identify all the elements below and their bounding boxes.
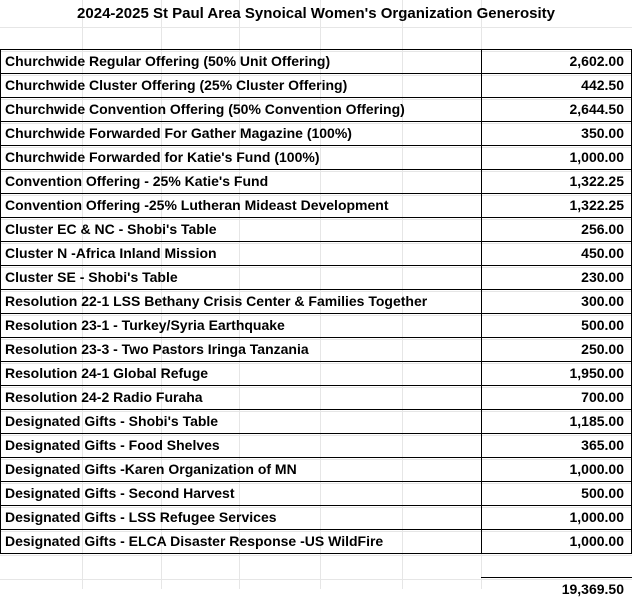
row-amount: 1,185.00: [569, 413, 624, 429]
cell-border: [0, 385, 632, 386]
table-row: [0, 193, 632, 217]
row-label: Designated Gifts - Shobi's Table: [5, 413, 219, 429]
cell-border: [0, 97, 632, 98]
cell-border: [0, 121, 632, 122]
table-row: [0, 49, 632, 73]
cell-border: [0, 241, 632, 242]
cell-border: [481, 49, 482, 554]
table-row: [0, 217, 632, 241]
cell-border: [0, 505, 632, 506]
row-amount: 2,644.50: [569, 101, 624, 117]
cell-border: [0, 289, 632, 290]
cell-border: [0, 73, 632, 74]
row-amount: 2,602.00: [569, 53, 624, 69]
table-row: [0, 337, 632, 361]
cell-border: [0, 49, 1, 554]
row-label: Cluster N -Africa Inland Mission: [5, 245, 217, 261]
cell-border: [0, 265, 632, 266]
row-amount: 1,000.00: [569, 533, 624, 549]
row-amount: 500.00: [581, 485, 624, 501]
row-label: Churchwide Forwarded for Katie's Fund (100%): [5, 149, 320, 165]
table-row: [0, 145, 632, 169]
row-amount: 442.50: [581, 77, 624, 93]
gridline: [0, 555, 632, 556]
row-amount: 256.00: [581, 221, 624, 237]
row-amount: 1,000.00: [569, 149, 624, 165]
cell-border: [0, 145, 632, 146]
total-row: [0, 577, 632, 601]
row-label: Churchwide Forwarded For Gather Magazine (100%): [5, 125, 352, 141]
row-label: Resolution 24-1 Global Refuge: [5, 365, 209, 381]
table-row: [0, 361, 632, 385]
row-amount: 700.00: [581, 389, 624, 405]
table-row: [0, 409, 632, 433]
row-label: Churchwide Regular Offering (50% Unit Offering): [5, 53, 331, 69]
row-label: Resolution 23-1 - Turkey/Syria Earthquake: [5, 317, 285, 333]
cell-border: [0, 481, 632, 482]
cell-border: [0, 193, 632, 194]
cell-border: [0, 457, 632, 458]
row-amount: 1,000.00: [569, 509, 624, 525]
row-amount: 1,322.25: [569, 197, 624, 213]
total-amount: 19,369.50: [561, 581, 624, 597]
row-amount: 250.00: [581, 341, 624, 357]
table-row: [0, 433, 632, 457]
cell-border: [0, 337, 632, 338]
table-row: [0, 313, 632, 337]
cell-border: [0, 529, 632, 530]
row-amount: 450.00: [581, 245, 624, 261]
total-underline: [481, 577, 632, 578]
row-label: Cluster SE - Shobi's Table: [5, 269, 178, 285]
gridline: [0, 27, 632, 28]
table-row: [0, 481, 632, 505]
row-label: Resolution 22-1 LSS Bethany Crisis Center & Families Together: [5, 293, 428, 309]
cell-border: [0, 49, 632, 50]
table-row: [0, 385, 632, 409]
row-label: Designated Gifts -Karen Organization of MN: [5, 461, 297, 477]
row-label: Churchwide Cluster Offering (25% Cluster Offering): [5, 77, 348, 93]
table-row: [0, 289, 632, 313]
sheet-title: 2024-2025 St Paul Area Synoical Women's Organization Generosity: [77, 5, 555, 22]
cell-border: [0, 433, 632, 434]
row-label: Convention Offering - 25% Katie's Fund: [5, 173, 269, 189]
row-label: Resolution 23-3 - Two Pastors Iringa Tanzania: [5, 341, 309, 357]
row-label: Designated Gifts - ELCA Disaster Response -US WildFire: [5, 533, 384, 549]
row-label: Designated Gifts - Food Shelves: [5, 437, 220, 453]
row-amount: 300.00: [581, 293, 624, 309]
table-row: [0, 169, 632, 193]
row-label: Churchwide Convention Offering (50% Convention Offering): [5, 101, 405, 117]
table-row: [0, 457, 632, 481]
row-amount: 365.00: [581, 437, 624, 453]
cell-border: [0, 361, 632, 362]
table-row: [0, 505, 632, 529]
row-amount: 350.00: [581, 125, 624, 141]
table-row: [0, 265, 632, 289]
table-row: [0, 73, 632, 97]
cell-border: [0, 553, 632, 554]
cell-border: [0, 169, 632, 170]
row-amount: 1,950.00: [569, 365, 624, 381]
row-label: Cluster EC & NC - Shobi's Table: [5, 221, 217, 237]
row-label: Resolution 24-2 Radio Furaha: [5, 389, 203, 405]
row-label: Designated Gifts - LSS Refugee Services: [5, 509, 277, 525]
row-amount: 1,322.25: [569, 173, 624, 189]
table-row: [0, 529, 632, 553]
table-row: [0, 97, 632, 121]
row-label: Designated Gifts - Second Harvest: [5, 485, 235, 501]
table-row: [0, 241, 632, 265]
row-label: Convention Offering -25% Lutheran Mideast Development: [5, 197, 389, 213]
row-amount: 1,000.00: [569, 461, 624, 477]
row-amount: 500.00: [581, 317, 624, 333]
cell-border: [0, 409, 632, 410]
cell-border: [0, 217, 632, 218]
cell-border: [0, 313, 632, 314]
table-row: [0, 121, 632, 145]
row-amount: 230.00: [581, 269, 624, 285]
